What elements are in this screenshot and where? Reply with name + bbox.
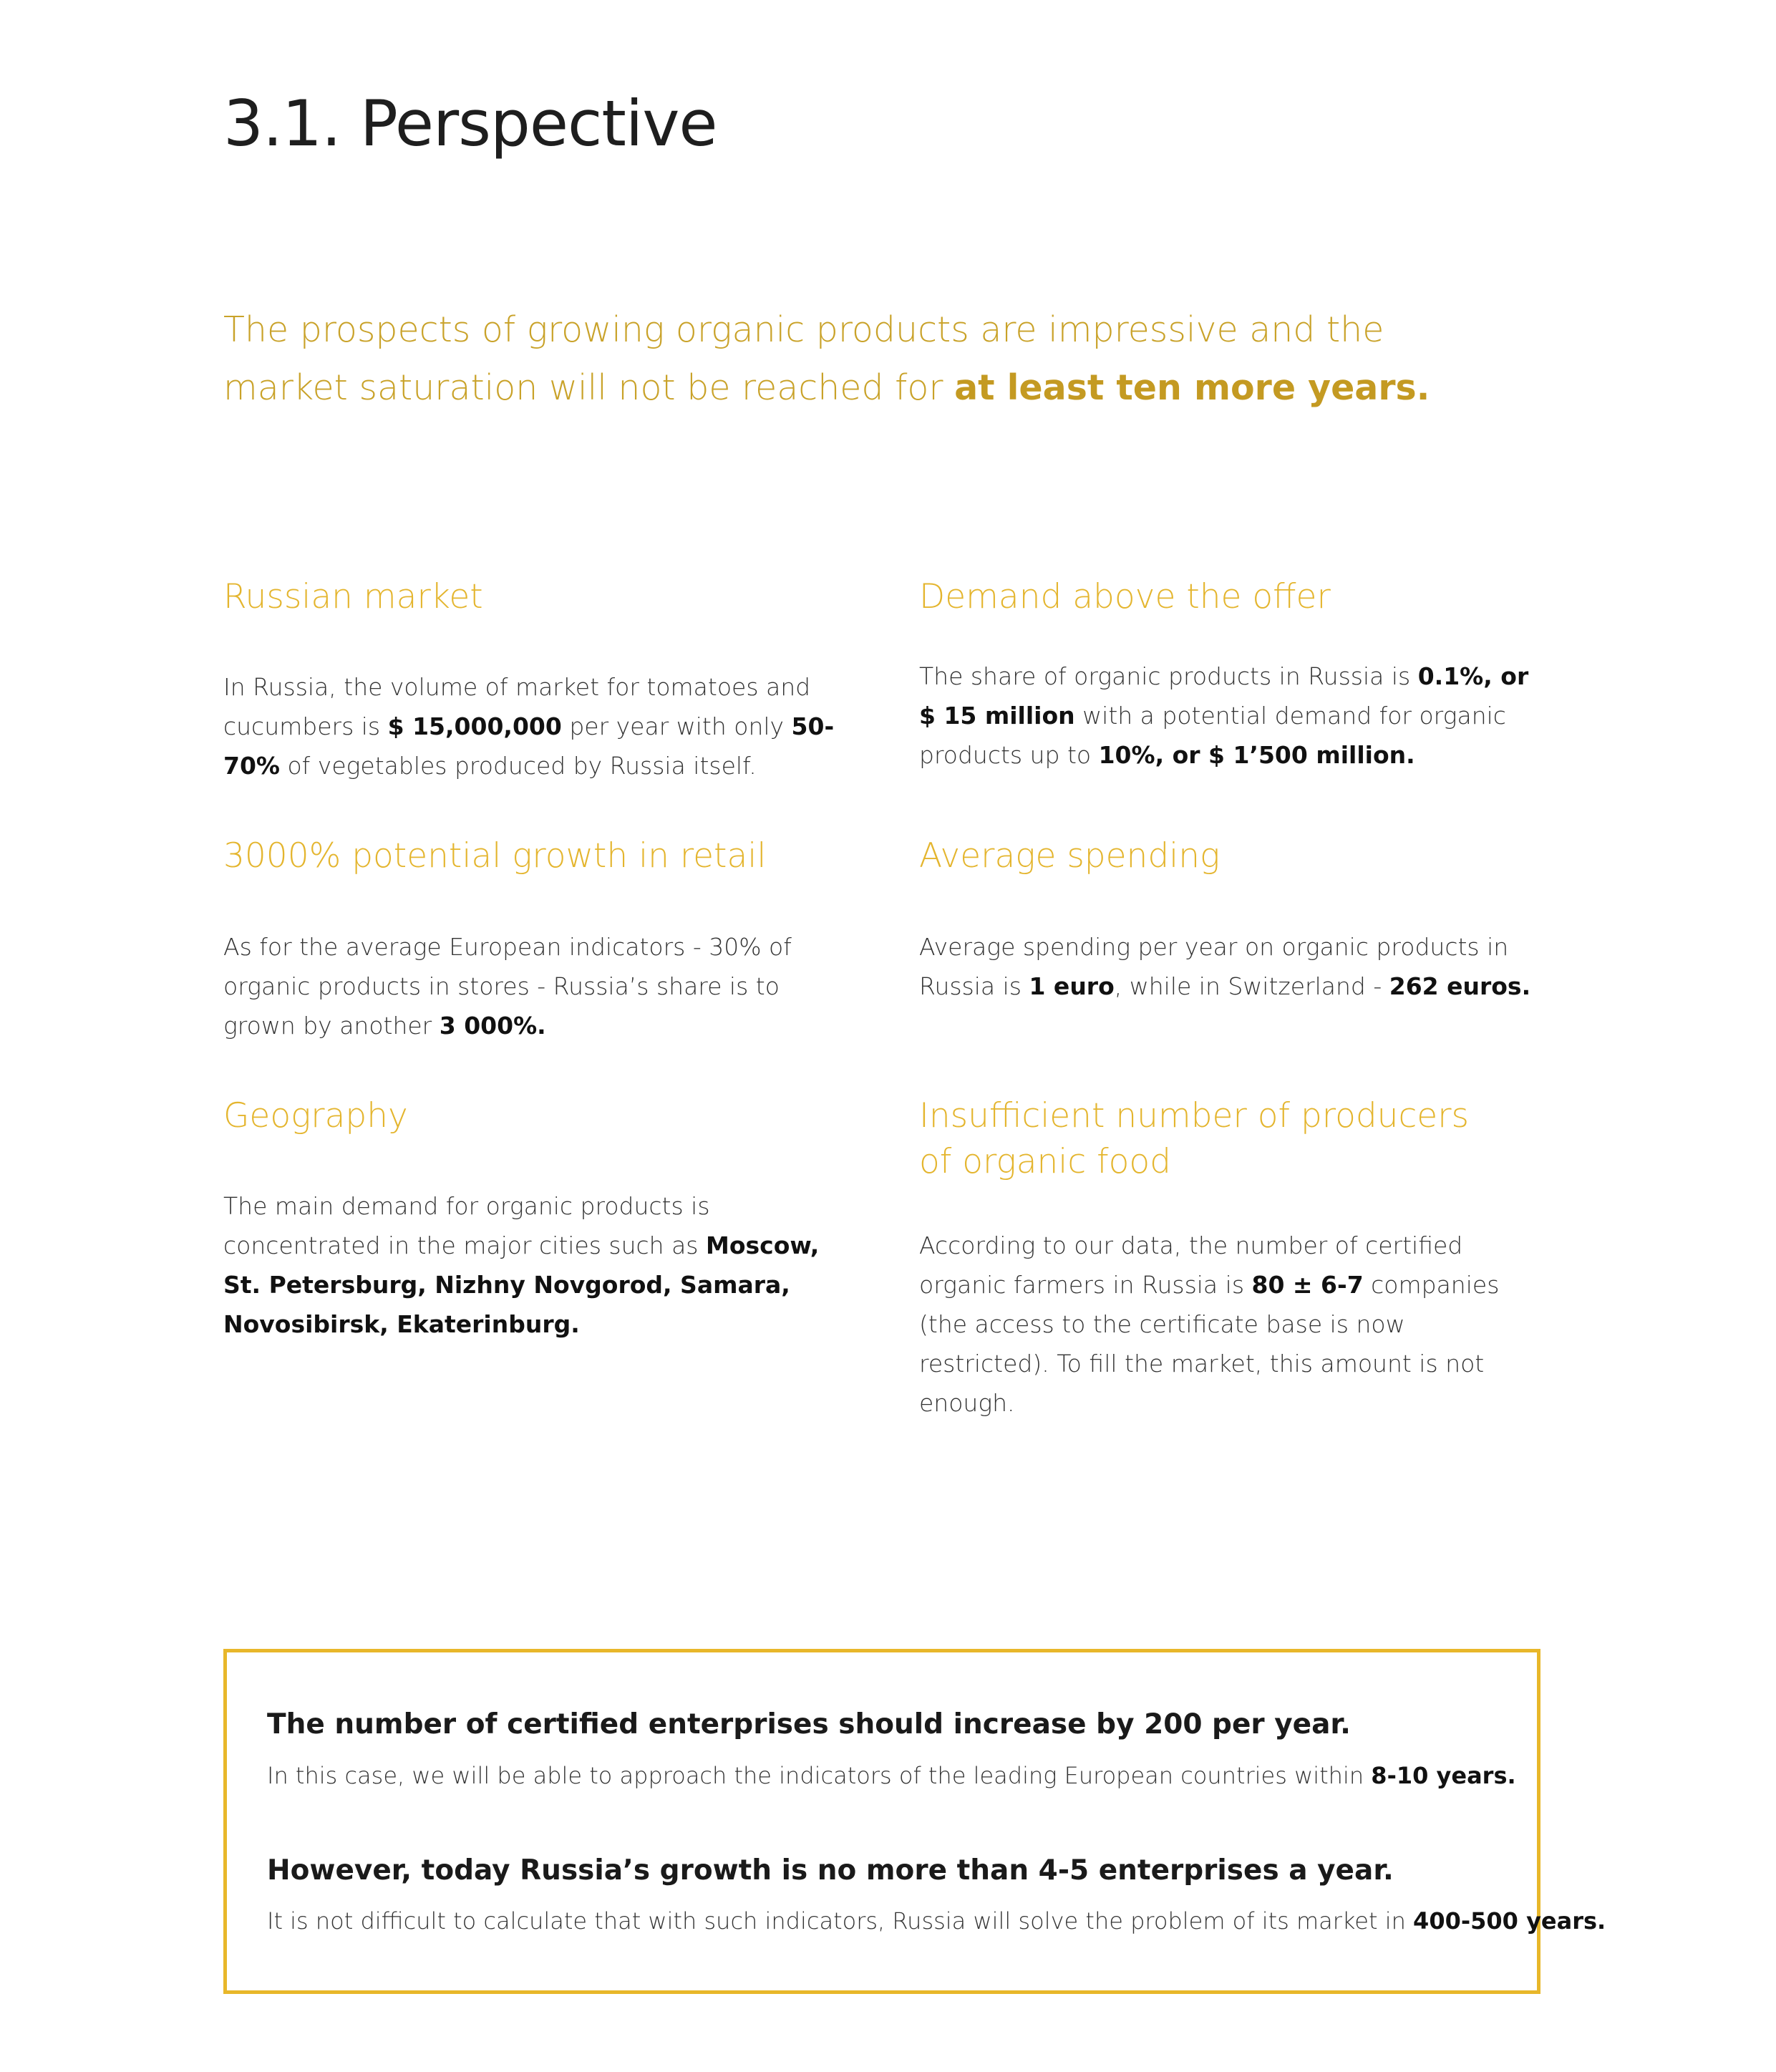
section-text-demand bbox=[919, 657, 1535, 775]
highlight-value: 262 euros. bbox=[1389, 972, 1531, 1000]
section-title-growth: 3000% potential growth in retail bbox=[223, 836, 767, 876]
section-text-growth bbox=[223, 927, 839, 1045]
highlight-value: 3 000%. bbox=[439, 1012, 546, 1040]
lead-text: The prospects of growing organic products are impressive and the market saturation will not be reached for bbox=[223, 309, 1384, 408]
section-text-producers bbox=[919, 1226, 1535, 1423]
callout-text-increase bbox=[267, 1758, 1516, 1793]
text-segment: According to our data, the number of certified organic farmers in Russia is bbox=[919, 1231, 1463, 1299]
lead-emphasis: at least ten more years. bbox=[954, 367, 1430, 408]
section-title-russian-market: Russian market bbox=[223, 577, 483, 616]
section-text-russian-market bbox=[223, 667, 839, 785]
title-line: Insufficient number of producers bbox=[919, 1096, 1470, 1136]
callout-text-growth bbox=[267, 1903, 1606, 1939]
highlight-value: $ 15,000,000 bbox=[387, 712, 562, 740]
callout-heading-growth: However, today Russia’s growth is no more than 4-5 enterprises a year. bbox=[267, 1854, 1394, 1887]
highlight-value: 10%, or $ 1’500 million. bbox=[1098, 741, 1415, 769]
section-title-producers bbox=[919, 1093, 1469, 1185]
text-segment: As for the average European indicators - 30% of organic products in stores - Russia’s share is to grown by another bbox=[223, 933, 792, 1040]
text-segment: In this case, we will be able to approach the indicators of the leading European countries within bbox=[267, 1762, 1372, 1789]
lead-paragraph bbox=[223, 301, 1483, 417]
text-segment: In Russia, the volume of market for tomatoes and cucumbers is bbox=[223, 673, 811, 740]
section-title-demand: Demand above the offer bbox=[919, 577, 1331, 616]
highlight-value: Moscow, St. Petersburg, Nizhny Novgorod, Samara, Novosibirsk, Ekaterinburg. bbox=[223, 1231, 820, 1338]
callout-box bbox=[223, 1649, 1606, 1994]
text-segment: Average spending per year on organic products in Russia is bbox=[919, 933, 1509, 1000]
text-segment: companies (the access to the certificate base is now restricted). To fill the market, this amount is not enough. bbox=[919, 1271, 1500, 1417]
text-segment: , while in Switzerland - bbox=[1114, 972, 1389, 1000]
highlight-value: 50-70% bbox=[223, 712, 835, 780]
section-title-geography: Geography bbox=[223, 1096, 408, 1136]
page-title: 3.1. Perspective bbox=[223, 87, 717, 160]
text-segment: It is not difficult to calculate that with such indicators, Russia will solve the problem of its market in bbox=[267, 1907, 1414, 1935]
text-segment: of vegetables produced by Russia itself. bbox=[280, 752, 757, 780]
highlight-value: 1 euro bbox=[1029, 972, 1115, 1000]
text-segment: per year with only bbox=[561, 712, 792, 740]
section-text-spending bbox=[919, 927, 1535, 1006]
highlight-value: 80 ± 6-7 bbox=[1251, 1271, 1364, 1299]
text-segment: The share of organic products in Russia is bbox=[919, 662, 1418, 690]
highlight-value: 0.1%, or $ 15 million bbox=[919, 662, 1529, 730]
title-line: of organic food bbox=[919, 1142, 1172, 1181]
section-title-spending: Average spending bbox=[919, 836, 1221, 876]
text-segment: with a potential demand for organic products up to bbox=[919, 702, 1506, 769]
highlight-value: 400-500 years. bbox=[1413, 1907, 1606, 1935]
section-text-geography bbox=[223, 1186, 839, 1344]
highlight-value: 8-10 years. bbox=[1371, 1762, 1516, 1789]
callout-heading-increase: The number of certified enterprises should increase by 200 per year. bbox=[267, 1708, 1351, 1741]
text-segment: The main demand for organic products is concentrated in the major cities such as bbox=[223, 1192, 710, 1259]
